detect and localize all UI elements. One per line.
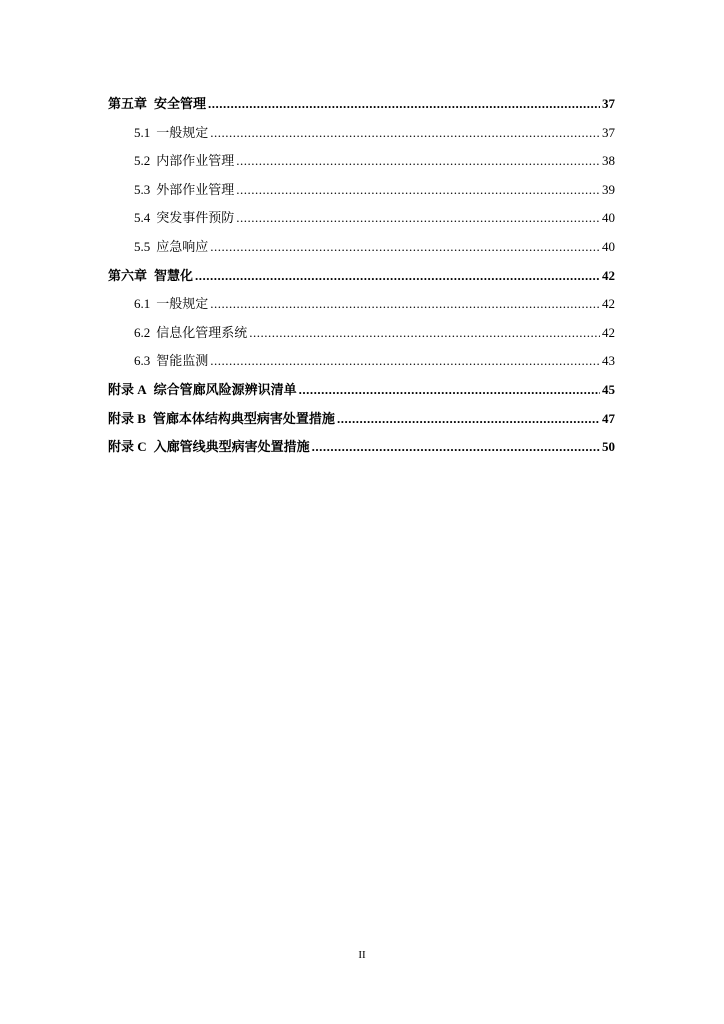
toc-entry-appendix-b[interactable]	[108, 405, 615, 434]
toc-entry-title: 信息化管理系统	[156, 324, 248, 340]
toc-entry-number: 第六章	[108, 267, 148, 283]
toc-dot-leader	[337, 405, 600, 434]
toc-entry-number: 6.2	[134, 324, 151, 340]
toc-entry-number: 6.3	[134, 353, 151, 369]
toc-entry-number: 5.2	[134, 153, 151, 169]
toc-entry-6-1[interactable]	[108, 290, 615, 319]
toc-entry-5-3[interactable]	[108, 176, 615, 205]
toc-entry-page: 42	[602, 296, 615, 312]
toc-dot-leader	[210, 290, 600, 319]
toc-entry-title: 智慧化	[154, 267, 194, 283]
toc-dot-leader	[195, 262, 600, 291]
toc-dot-leader	[236, 176, 600, 205]
toc-dot-leader	[236, 204, 600, 233]
toc-entry-number: 附录 A	[108, 381, 147, 397]
toc-dot-leader	[249, 319, 600, 348]
toc-entry-page: 37	[602, 124, 615, 140]
toc-entry-title: 一般规定	[156, 296, 209, 312]
toc-entry-appendix-c[interactable]	[108, 433, 615, 462]
toc-entry-page: 47	[602, 410, 615, 426]
toc-entry-number: 5.3	[134, 181, 151, 197]
toc-entry-title: 安全管理	[154, 96, 207, 111]
toc-dot-leader	[208, 90, 600, 119]
toc-entry-title: 入廊管线典型病害处置措施	[153, 439, 310, 455]
toc-entry-chapter-5[interactable]	[108, 90, 615, 119]
toc-entry-title: 应急响应	[156, 238, 209, 254]
toc-dot-leader	[312, 433, 600, 462]
toc-entry-page: 40	[602, 210, 615, 226]
toc-dot-leader	[210, 119, 600, 148]
toc-entry-page: 37	[602, 96, 615, 111]
toc-entry-title: 一般规定	[156, 124, 209, 140]
toc-entry-page: 40	[602, 238, 615, 254]
toc-entry-5-2[interactable]	[108, 147, 615, 176]
toc-dot-leader	[236, 147, 600, 176]
toc-entry-number: 附录 C	[108, 439, 147, 455]
toc-entry-6-2[interactable]	[108, 319, 615, 348]
toc-entry-chapter-6[interactable]	[108, 262, 615, 291]
toc-entry-title: 突发事件预防	[156, 210, 235, 226]
toc-entry-appendix-a[interactable]	[108, 376, 615, 405]
toc-entry-5-4[interactable]	[108, 204, 615, 233]
toc-dot-leader	[210, 347, 600, 376]
toc-entry-title: 外部作业管理	[156, 181, 235, 197]
toc-entry-title: 智能监测	[156, 353, 209, 369]
toc-entry-5-5[interactable]	[108, 233, 615, 262]
toc-entry-title: 管廊本体结构典型病害处置措施	[152, 410, 335, 426]
toc-entry-page: 39	[602, 181, 615, 197]
toc-entry-5-1[interactable]	[108, 119, 615, 148]
toc-entry-number: 6.1	[134, 296, 151, 312]
toc-entry-page: 45	[602, 381, 615, 397]
toc-entry-page: 50	[602, 439, 615, 455]
page-footer-number: II	[358, 949, 366, 961]
toc-entry-title: 综合管廊风险源辨识清单	[153, 381, 297, 397]
toc-entry-title: 内部作业管理	[156, 153, 235, 169]
toc-entry-page: 38	[602, 153, 615, 169]
toc-dot-leader	[299, 376, 600, 405]
toc-entry-page: 42	[602, 324, 615, 340]
toc-entry-number: 5.5	[134, 238, 151, 254]
toc-entry-page: 43	[602, 353, 615, 369]
toc-entry-6-3[interactable]	[108, 347, 615, 376]
table-of-contents	[108, 90, 615, 462]
toc-entry-number: 5.4	[134, 210, 151, 226]
toc-entry-number: 第五章	[108, 96, 148, 111]
toc-entry-number: 5.1	[134, 124, 151, 140]
toc-entry-number: 附录 B	[108, 410, 146, 426]
toc-entry-page: 42	[602, 267, 615, 283]
toc-dot-leader	[210, 233, 600, 262]
